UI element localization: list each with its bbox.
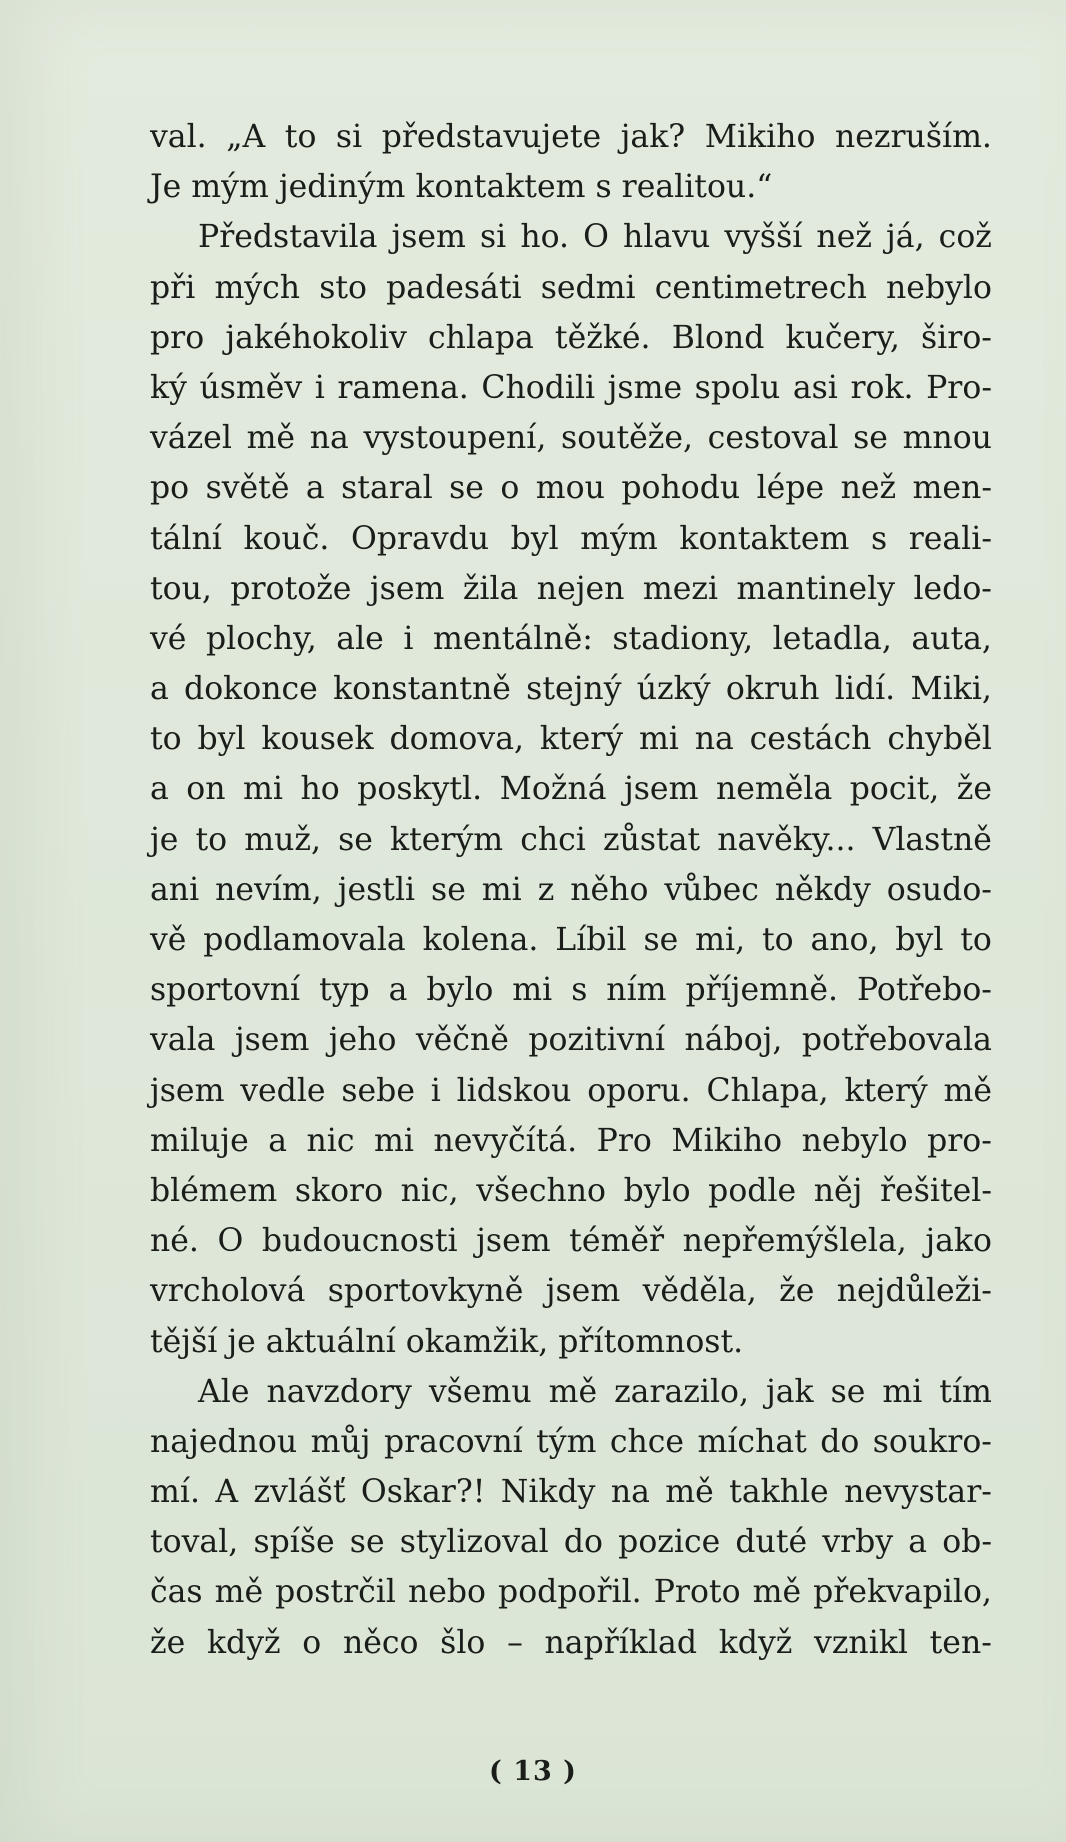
text-line: tální kouč. Opravdu byl mým kontaktem s reali- [150, 520, 992, 557]
text-line: toval, spíše se stylizoval do pozice duté vrby a ob- [150, 1524, 992, 1561]
text-line: to byl kousek domova, který mi na cestách chyběl [150, 721, 992, 758]
text-line: vrcholová sportovkyně jsem věděla, že nejdůleži- [150, 1273, 992, 1310]
text-line: ký úsměv i ramena. Chodili jsme spolu asi rok. Pro- [150, 369, 992, 406]
text-line: sportovní typ a bylo mi s ním příjemně. Potřebo- [150, 972, 992, 1009]
text-line: že když o něco šlo – například když vznikl ten- [150, 1624, 992, 1661]
text-line: tou, protože jsem žila nejen mezi mantinely ledo- [150, 570, 992, 607]
text-line: a dokonce konstantně stejný úzký okruh lidí. Miki, [150, 671, 992, 708]
text-line: miluje a nic mi nevyčítá. Pro Mikiho nebylo pro- [150, 1122, 992, 1159]
text-line: pro jakéhokoliv chlapa těžké. Blond kučery, širo- [150, 319, 992, 356]
text-line: při mých sto padesáti sedmi centimetrech nebylo [150, 269, 992, 306]
body-text [150, 112, 992, 1668]
text-line: vě podlamovala kolena. Líbil se mi, to ano, byl to [150, 922, 992, 958]
text-line: tější je aktuální okamžik, přítomnost. [150, 1323, 744, 1360]
text-line: jsem vedle sebe i lidskou oporu. Chlapa, který mě [150, 1072, 992, 1109]
text-line: val. „A to si představujete jak? Mikiho nezruším. [150, 119, 992, 155]
page-number: ( 13 ) [489, 1756, 577, 1787]
text-line: po světě a staral se o mou pohodu lépe než men- [150, 470, 992, 507]
text-line: blémem skoro nic, všechno bylo podle něj řešitel- [150, 1172, 992, 1209]
text-line: né. O budoucnosti jsem téměř nepřemýšlela, jako [150, 1223, 992, 1260]
text-line: ani nevím, jestli se mi z něho vůbec někdy osudo- [150, 871, 992, 908]
text-line: najednou můj pracovní tým chce míchat do soukro- [150, 1423, 992, 1460]
text-line: Je mým jediným kontaktem s realitou.“ [150, 169, 773, 206]
text-line: vala jsem jeho věčně pozitivní náboj, potřebovala [150, 1022, 992, 1059]
text-line: Ale navzdory všemu mě zarazilo, jak se mi tím [198, 1373, 992, 1410]
text-line: a on mi ho poskytl. Možná jsem neměla pocit, že [150, 771, 992, 808]
text-line: čas mě postrčil nebo podpořil. Proto mě překvapilo, [150, 1574, 992, 1611]
text-line: vé plochy, ale i mentálně: stadiony, letadla, auta, [150, 620, 992, 657]
text-line: Představila jsem si ho. O hlavu vyšší než já, což [198, 219, 992, 256]
text-line: mí. A zvlášť Oskar?! Nikdy na mě takhle nevystar- [150, 1474, 992, 1511]
text-line: je to muž, se kterým chci zůstat navěky... Vlastně [150, 821, 992, 858]
text-line: vázel mě na vystoupení, soutěže, cestoval se mnou [150, 420, 992, 457]
